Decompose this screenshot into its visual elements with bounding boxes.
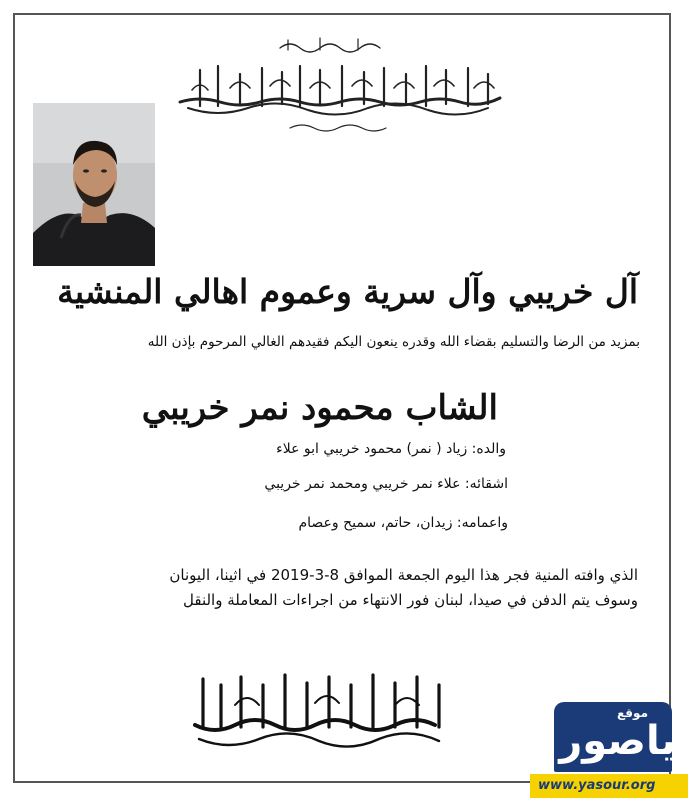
site-watermark	[530, 708, 688, 800]
intro-text: بمزيد من الرضا والتسليم بقضاء الله وقدره ينعون اليكم فقيدهم الغالي المرحوم بإذن الله	[147, 334, 640, 350]
families-heading: آل خريبي وآل سرية وعموم اهالي المنشية	[57, 272, 638, 311]
watermark-label: موقع	[616, 706, 648, 720]
siblings-line: اشقائه: علاء نمر خريبي ومحمد نمر خريبي	[264, 476, 508, 492]
deceased-name: الشاب محمود نمر خريبي	[141, 388, 498, 428]
watermark-site-name: ياصور	[559, 718, 676, 764]
header-calligraphy	[170, 30, 510, 140]
death-details-line-2: وسوف يتم الدفن في صيدا، لبنان فور الانتهاء من اجراءات المعاملة والنقل	[183, 591, 638, 609]
death-details-line-1: الذي وافته المنية فجر هذا اليوم الجمعة الموافق 8-3-2019 في اثينا، اليونان	[169, 566, 638, 584]
watermark-url: www.yasour.org	[538, 778, 656, 793]
footer-calligraphy	[175, 655, 475, 755]
deceased-photo	[33, 103, 155, 266]
uncles-line: واعمامه: زيدان، حاتم، سميح وعصام	[298, 515, 508, 531]
father-line: والده: زياد ( نمر) محمود خريبي ابو علاء	[276, 441, 506, 457]
